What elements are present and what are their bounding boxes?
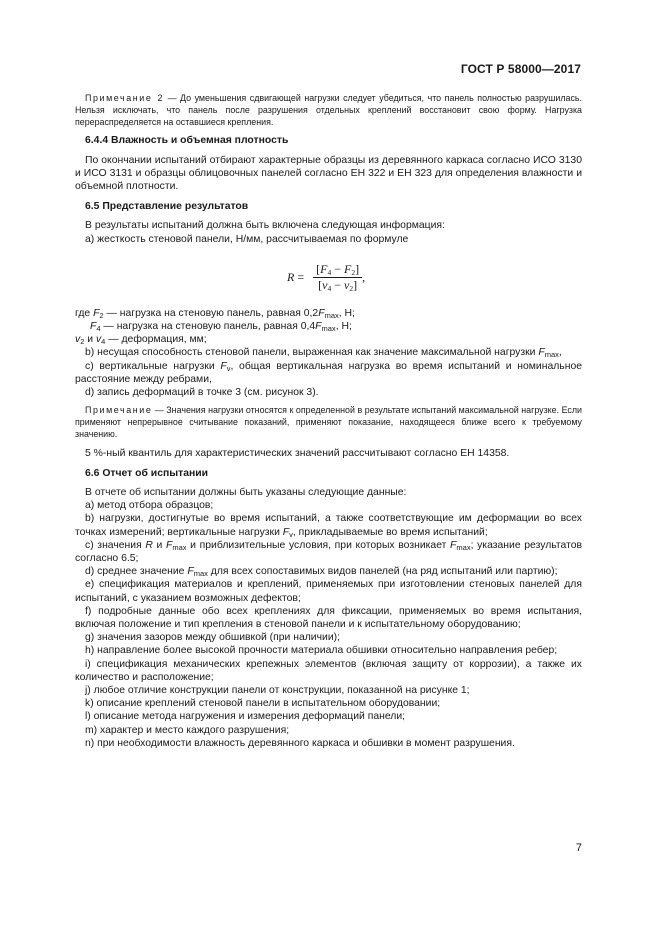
paragraph-6-6-intro: В отчете об испытании должны быть указаны следующие данные:	[85, 487, 407, 499]
item-6-6-e: e) спецификация материалов и креплений, применяемых при изготовлении стеновых панелей для испытаний, с указанием возможных дефектов;	[75, 579, 582, 604]
def-f2-unit: , Н;	[338, 307, 355, 319]
heading-6-6: 6.6 Отчет об испытании	[85, 467, 209, 479]
formula-denominator	[315, 278, 360, 292]
paragraph-6-4-4: По окончании испытаний отбирают характерные образцы из деревянного каркаса согласно ИСО 3130 и ИСО 3131 и образцы облицовочных панелей согласно ЕН 322 и ЕН 323 для определения влажности и объемной плотности.	[75, 154, 582, 192]
item-6-5-b	[75, 346, 582, 359]
item-c-sym: F	[220, 360, 227, 372]
item-6-6-c-text-4: ; указание результатов согласно 6.5;	[75, 539, 583, 565]
item-6-6-m: m) характер и место каждого разрушения;	[85, 724, 290, 736]
item-6-6-c-f2: F	[450, 539, 457, 551]
def-v2-sym: v	[75, 334, 81, 346]
def-v4-sym: v	[95, 334, 102, 346]
num-open: [	[316, 261, 321, 276]
item-6-6-c-text-1: c) значения	[85, 539, 146, 551]
den-v4: v	[322, 278, 328, 293]
item-6-6-l: l) описание метода нагружения и измерения деформаций панели;	[85, 711, 406, 723]
def-f4-sub: 4	[96, 324, 101, 334]
formula-fraction	[313, 263, 362, 292]
num-minus: −	[331, 261, 344, 276]
page-number: 7	[575, 842, 582, 854]
note-6-5-text: — Значения нагрузки относятся к определенной в результате испытаний максимальной нагрузке. Если применяют непрерывное считывание показаний, применяют показание, находящееся ближе всего к требуемому значению.	[75, 405, 582, 439]
item-6-6-c-f2sub: max	[456, 542, 471, 552]
formula-definitions	[75, 307, 582, 347]
item-6-5-c	[75, 360, 582, 386]
def-and: и	[84, 334, 96, 346]
def-f2-sub: 2	[99, 310, 104, 320]
standard-code: ГОСТ Р 58000—2017	[460, 62, 581, 76]
def-f2-fmax-sub: max	[324, 310, 339, 320]
item-6-6-a: a) метод отбора образцов;	[85, 500, 214, 512]
item-c-text-2: , общая вертикальная нагрузка во время испытаний и номинальное расстояние между ребрами,	[75, 360, 582, 385]
note-6-5	[75, 405, 582, 440]
formula-trail: ,	[362, 269, 366, 284]
item-6-6-h: h) направление более высокой прочности материала обшивки относительно направления ребер;	[85, 645, 558, 657]
den-close: ]	[353, 278, 358, 293]
item-6-6-b-sub: v	[289, 529, 293, 539]
num-f2-sub: 2	[351, 267, 356, 277]
def-v2-sub: 2	[80, 337, 85, 347]
item-b-sym: F	[538, 347, 545, 359]
item-6-6-b	[75, 512, 582, 538]
item-6-6-k: k) описание креплений стеновой панели в испытательном оборудовании;	[85, 698, 441, 710]
item-6-6-i: i) спецификация механических крепежных элементов (включая защиту от коррозии), а также их количество и расположение;	[75, 658, 582, 683]
note-2-label: Примечание 2	[85, 93, 165, 103]
item-6-6-g: g) значения зазоров между обшивкой (при наличии);	[85, 632, 340, 644]
def-f4-text: — нагрузка на стеновую панель, равная 0,4	[100, 321, 316, 333]
def-f2-text: — нагрузка на стеновую панель, равная 0,2	[103, 307, 319, 319]
item-b-end: ,	[558, 347, 562, 359]
num-f4-sub: 4	[327, 267, 332, 277]
item-6-6-c-fsub: max	[172, 542, 187, 552]
def-where: где	[75, 307, 94, 319]
def-v4-sub: 4	[101, 337, 106, 347]
paragraph-6-5-intro: В результаты испытаний должна быть включена следующая информация:	[85, 220, 445, 232]
note-6-5-label: Примечание	[85, 405, 153, 416]
def-v	[75, 333, 582, 346]
item-6-6-f: f) подробные данные обо всех креплениях для фиксации, применяемых во время испытания, включая положение и тип крепления в стеновой панели и к испытательному оборудованию;	[75, 605, 582, 631]
item-6-6-b-text-2: , прикладываемые во время испытаний;	[292, 526, 488, 538]
num-close: ]	[355, 261, 360, 276]
item-6-6-c-r: R	[145, 539, 153, 551]
num-f4: F	[320, 261, 328, 276]
den-v2-sub: 2	[349, 284, 354, 294]
formula-lhs: R	[287, 269, 295, 284]
heading-6-5: 6.5 Представление результатов	[85, 201, 249, 213]
page-content	[75, 93, 582, 750]
den-minus: −	[331, 278, 344, 293]
item-6-5-d: d) запись деформаций в точке 3 (см. рисунок 3).	[85, 387, 319, 399]
def-f2-sym: F	[93, 307, 100, 319]
item-c-text-1: c) вертикальные нагрузки	[85, 360, 221, 372]
item-6-6-d-sub: max	[193, 569, 208, 579]
def-f4-fmax: F	[315, 321, 322, 333]
def-f4-sym: F	[90, 321, 97, 333]
item-6-6-c	[75, 539, 582, 565]
item-6-6-j: j) любое отличие конструкции панели от конструкции, показанной на рисунке 1;	[85, 685, 470, 697]
item-6-6-c-text-3: и приблизительные условия, при которых возникает	[186, 539, 451, 551]
item-6-6-c-text-2: и	[152, 539, 166, 551]
item-6-5-a: a) жесткость стеновой панели, Н/мм, рассчитываемая по формуле	[85, 233, 409, 245]
num-f2: F	[344, 261, 352, 276]
quantile-paragraph: 5 %-ный квантиль для характеристических значений рассчитывают согласно ЕН 14358.	[85, 447, 510, 459]
def-f4-fmax-sub: max	[321, 324, 336, 334]
item-6-6-d	[75, 565, 582, 578]
item-6-6-b-text-1: b) нагрузки, достигнутые во время испытаний, а также соответствующие им деформации во всех точках измерений; вертикальные нагрузки	[75, 513, 582, 538]
heading-6-4-4: 6.4.4 Влажность и объемная плотность	[85, 135, 289, 147]
item-b-sub: max	[544, 350, 559, 360]
def-f2	[75, 307, 582, 320]
item-c-sub: v	[226, 363, 231, 373]
def-f4	[75, 320, 582, 333]
note-2-text: — До уменьшения сдвигающей нагрузки следует убедиться, что панель полностью разрушилась. Нельзя исключать, что панель после разрушения отдельных креплений восстановит свою форму. Нагрузка перераспределяется на оставшиеся крепления.	[75, 93, 582, 127]
item-6-6-b-sym: F	[282, 526, 290, 538]
item-6-6-n: n) при необходимости влажность деревянного каркаса и обшивки в момент разрушения.	[85, 737, 515, 749]
item-6-6-d-sym: F	[187, 566, 194, 578]
def-v-text: — деформация, мм;	[105, 334, 207, 346]
note-2	[75, 93, 582, 128]
def-f2-fmax: F	[318, 307, 325, 319]
formula-eq: =	[294, 269, 308, 284]
formula-numerator	[313, 263, 362, 278]
item-6-6-d-text-1: d) среднее значение	[85, 566, 188, 578]
den-v2: v	[344, 278, 350, 293]
def-f4-unit: , Н;	[335, 321, 352, 333]
stiffness-formula	[75, 255, 582, 301]
den-open: [	[318, 278, 323, 293]
den-v4-sub: 4	[327, 284, 332, 294]
item-6-6-c-f: F	[166, 539, 173, 551]
item-b-text: b) несущая способность стеновой панели, выраженная как значение максимальной нагрузки	[85, 347, 539, 359]
item-6-6-d-text-2: для всех сопоставимых видов панелей (на ряд испытаний или партию);	[207, 566, 558, 578]
